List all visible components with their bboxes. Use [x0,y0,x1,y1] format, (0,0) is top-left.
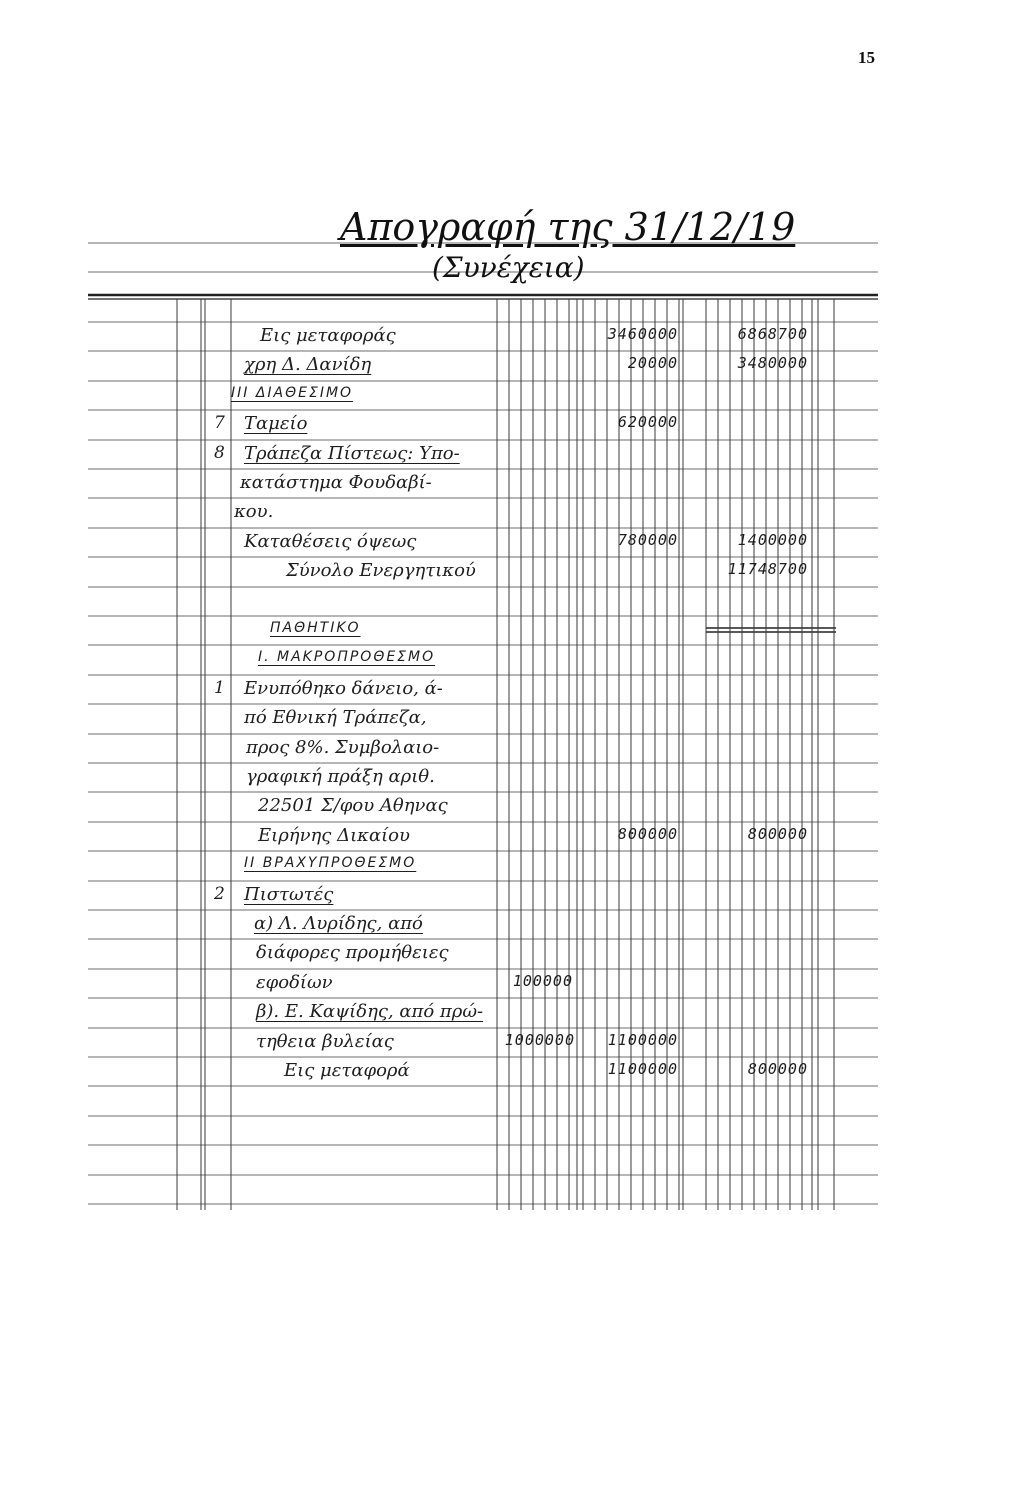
amount-column-d: 3480000 [737,354,808,372]
row-description: διάφορες προμήθειες [256,942,449,963]
page-number: 15 [858,48,875,67]
row-description: III ΔΙΑΘΕΣΙΜΟ [231,385,354,401]
row-description: Ταμείο [244,413,308,434]
row-index: 2 [214,884,225,904]
row-description: II ΒΡΑΧΥΠΡΟΘΕΣΜΟ [244,855,417,871]
row-description: Ειρήνης Δικαίου [258,825,410,846]
row-description: εφοδίων [256,972,333,993]
amount-column-c: 20000 [627,354,678,372]
amount-column-d: 11748700 [727,560,808,578]
row-description: I. ΜΑΚΡΟΠΡΟΘΕΣΜΟ [258,649,436,665]
row-index: 1 [214,678,225,698]
row-description: β). Ε. Καψίδης, από πρώ- [256,1001,484,1022]
amount-column-c: 620000 [617,413,678,431]
amount-column-d: 6868700 [737,325,808,343]
amount-column-d: 800000 [747,825,808,843]
row-description: Εις μεταφορά [284,1060,410,1081]
row-description: ΠΑΘΗΤΙΚΟ [270,620,361,636]
row-description: πό Εθνική Τράπεζα, [244,707,427,728]
row-description: α) Λ. Λυρίδης, από [254,913,423,934]
row-description: Ενυπόθηκο δάνειο, ά- [244,678,443,699]
row-description: προς 8%. Συμβολαιο- [246,737,440,758]
row-description: κου. [234,501,274,522]
row-description: Σύνολο Ενεργητικού [286,560,476,581]
amount-column-c: 800000 [617,825,678,843]
amount-column-b: 100000 [512,972,573,990]
row-description: τηθεια βυλείας [256,1031,394,1052]
amount-column-c: 780000 [617,531,678,549]
amount-column-d: 800000 [747,1060,808,1078]
row-description: Τράπεζα Πίστεως: Υπο- [244,443,460,464]
row-description: γραφική πράξη αριθ. [246,766,435,787]
row-description: 22501 Σ/φου Αθηνας [258,795,448,816]
row-description: Καταθέσεις όψεως [244,531,417,552]
row-index: 8 [214,443,225,463]
page-subtitle: (Συνέχεια) [432,251,585,284]
amount-column-d: 1400000 [737,531,808,549]
row-description: Εις μεταφοράς [260,325,396,346]
amount-column-c: 1100000 [607,1031,678,1049]
row-index: 7 [214,413,225,433]
amount-column-a: 1000000 [504,1031,575,1049]
row-description: κατάστημα Φουδαβί- [240,472,432,493]
row-description: χρη Δ. Δανίδη [244,354,372,375]
row-description: Πιστωτές [244,884,334,905]
page-title: Απογραφή της 31/12/19 [340,205,796,249]
amount-column-c: 3460000 [607,325,678,343]
amount-column-c: 1100000 [607,1060,678,1078]
